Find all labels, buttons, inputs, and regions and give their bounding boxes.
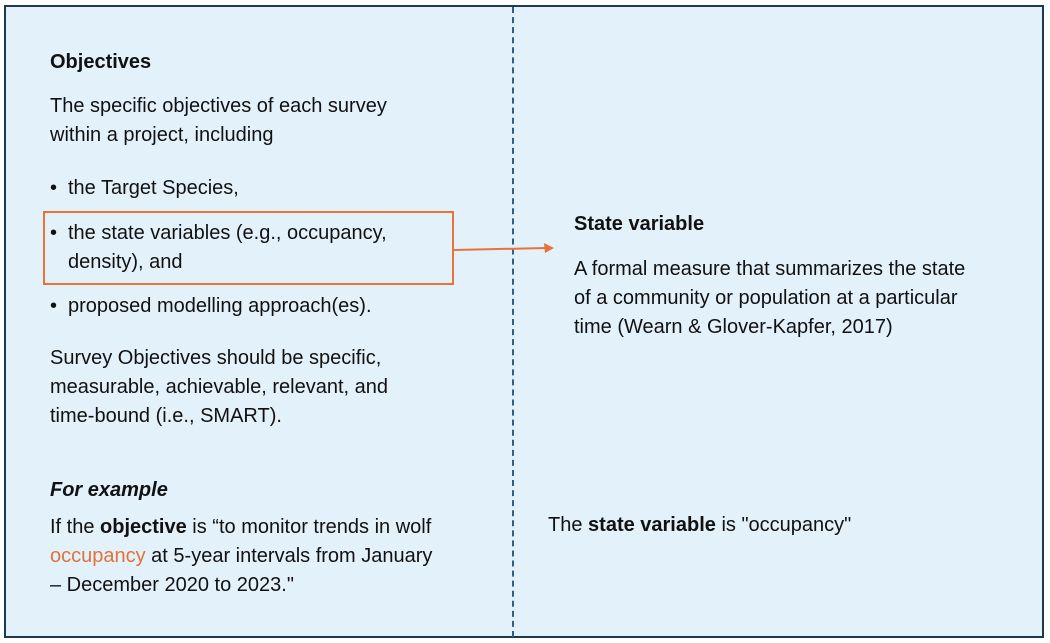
arrow-head-icon — [544, 243, 554, 253]
example-occupancy-highlight: occupancy — [50, 545, 146, 567]
objectives-intro-line-1: The specific objectives of each survey — [50, 95, 387, 117]
bullet-target-species: the Target Species, — [68, 177, 239, 199]
bullet-marker: • — [50, 222, 58, 244]
example-text-line-3: – December 2020 to 2023." — [50, 574, 294, 596]
example-text-line-2 — [50, 542, 432, 571]
connector-line — [454, 248, 546, 250]
bullet-modelling-approach: proposed modelling approach(es). — [68, 295, 372, 317]
state-example-bold: state variable — [588, 514, 716, 536]
example-text-pre: If the — [50, 516, 101, 538]
state-variable-definition-line-1: A formal measure that summarizes the state — [574, 258, 966, 280]
state-variable-definition-line-2: of a community or population at a particular — [574, 287, 958, 309]
smart-text-line-3: time-bound (i.e., SMART). — [50, 405, 282, 427]
example-objective-bold: objective — [100, 516, 187, 538]
example-text-mid: is “to monitor trends in wolf — [186, 516, 432, 538]
column-divider — [512, 7, 514, 637]
state-variable-heading: State variable — [574, 213, 705, 235]
state-variable-definition-line-3: time (Wearn & Glover-Kapfer, 2017) — [574, 316, 893, 338]
example-heading: For example — [50, 479, 168, 501]
smart-text-line-1: Survey Objectives should be specific, — [50, 347, 382, 369]
state-variable-example — [548, 511, 851, 540]
example-text-line-2-rest: at 5-year intervals from January — [145, 545, 433, 567]
bullet-marker: • — [50, 295, 58, 317]
bullet-marker: • — [50, 177, 58, 199]
example-text-line-1 — [50, 513, 431, 542]
bullet-state-variables-line-1: the state variables (e.g., occupancy, — [68, 222, 387, 244]
smart-text-line-2: measurable, achievable, relevant, and — [50, 376, 388, 398]
state-example-pre: The — [548, 514, 589, 536]
objectives-heading: Objectives — [50, 51, 152, 73]
connector-arrow — [454, 240, 564, 256]
bullet-state-variables-line-2: density), and — [68, 251, 183, 273]
objectives-intro-line-2: within a project, including — [50, 124, 274, 146]
state-example-post: is "occupancy" — [715, 514, 852, 536]
